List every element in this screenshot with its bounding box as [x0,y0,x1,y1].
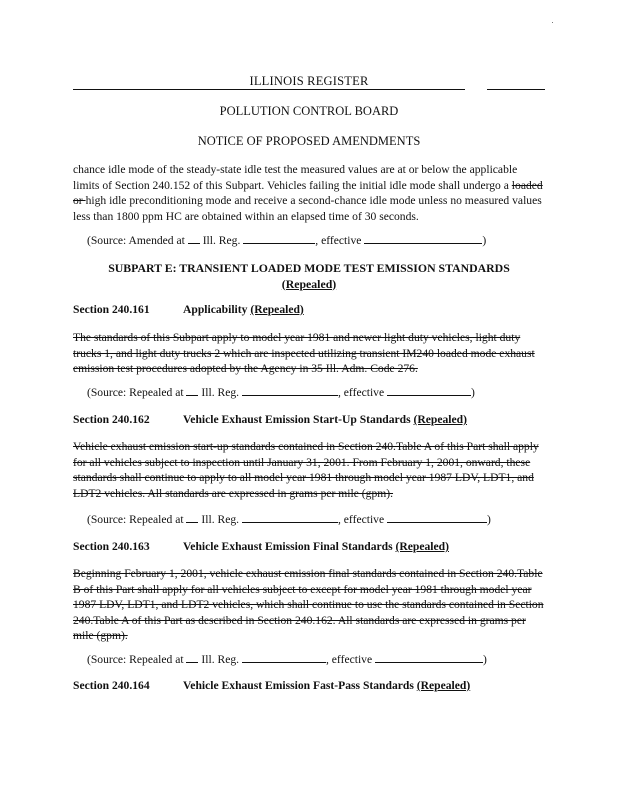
subpart-title: SUBPART E: TRANSIENT LOADED MODE TEST EMISSION STANDARDS [108,261,510,275]
section-240-163-heading: Section 240.163 Vehicle Exhaust Emission Final Standards (Repealed) [73,540,449,553]
intro-text-1: chance idle mode of the steady-state idle test the measured values are at or below the applicable limits of Section 240.152 of this Subpart. Vehicles failing the initial idle mode shall undergo a [73,163,518,192]
source-note-240-163: (Source: Repealed at Ill. Reg. , effective ) [87,653,487,666]
section-240-164-heading: Section 240.164 Vehicle Exhaust Emission Fast-Pass Standards (Repealed) [73,679,471,692]
section-240-161-heading: Section 240.161 Applicability (Repealed) [73,303,304,316]
section-240-161-text: The standards of this Subpart apply to model year 1981 and newer light duty vehicles, light duty trucks 1, and light duty trucks 2 which are inspected utilizing transient IM240 loaded mode exhaust emission test procedures adopted by the Agency in 35 Ill. Adm. Code 276. [73,331,535,376]
section-240-163-text: Beginning February 1, 2001, vehicle exhaust emission final standards contained in Section 240.Table B of this Part shall apply for all vehicles subject to except for model year 1981 through model year 1987 LDV, LDT1, and LDT2 vehicles, which shall continue to use the standards contained in Section 240.Table A of this Part as described in Section 240.162. All standards are expressed in grams per mile (gpm). [73,567,544,643]
source-note-amended: (Source: Amended at Ill. Reg. , effective ) [87,234,487,247]
header-rule-left [73,89,465,90]
intro-text-2: high idle preconditioning mode and receive a second-chance idle mode unless no measured values less than 1800 ppm HC are obtained within an elapsed time of 30 seconds. [73,194,542,223]
source-note-240-161: (Source: Repealed at Ill. Reg. , effective ) [87,386,475,399]
intro-deleted-text: loaded or [73,178,543,208]
subpart-repealed: (Repealed) [281,276,337,291]
board-header: POLLUTION CONTROL BOARD [219,104,399,118]
header-rule-right [487,89,545,90]
notice-header: NOTICE OF PROPOSED AMENDMENTS [197,134,421,148]
section-240-162-heading: Section 240.162 Vehicle Exhaust Emission Start-Up Standards (Repealed) [73,413,467,426]
source-note-240-162: (Source: Repealed at Ill. Reg. , effective ) [87,513,491,526]
intro-paragraph [73,162,545,224]
register-header: ILLINOIS REGISTER [249,74,369,88]
scan-speck [552,22,553,23]
section-240-162-text: Vehicle exhaust emission start-up standards contained in Section 240.Table A of this Part shall apply for all vehicles subject to inspection until January 31, 2001. From February 1, 2001, onward, these standards shall continue to apply to all model year 1981 through model year 1987 LDV, LDT1, and LDT2 vehicles. All standards are expressed in grams per mile (gpm). [73,440,539,500]
subpart-heading [73,261,545,292]
